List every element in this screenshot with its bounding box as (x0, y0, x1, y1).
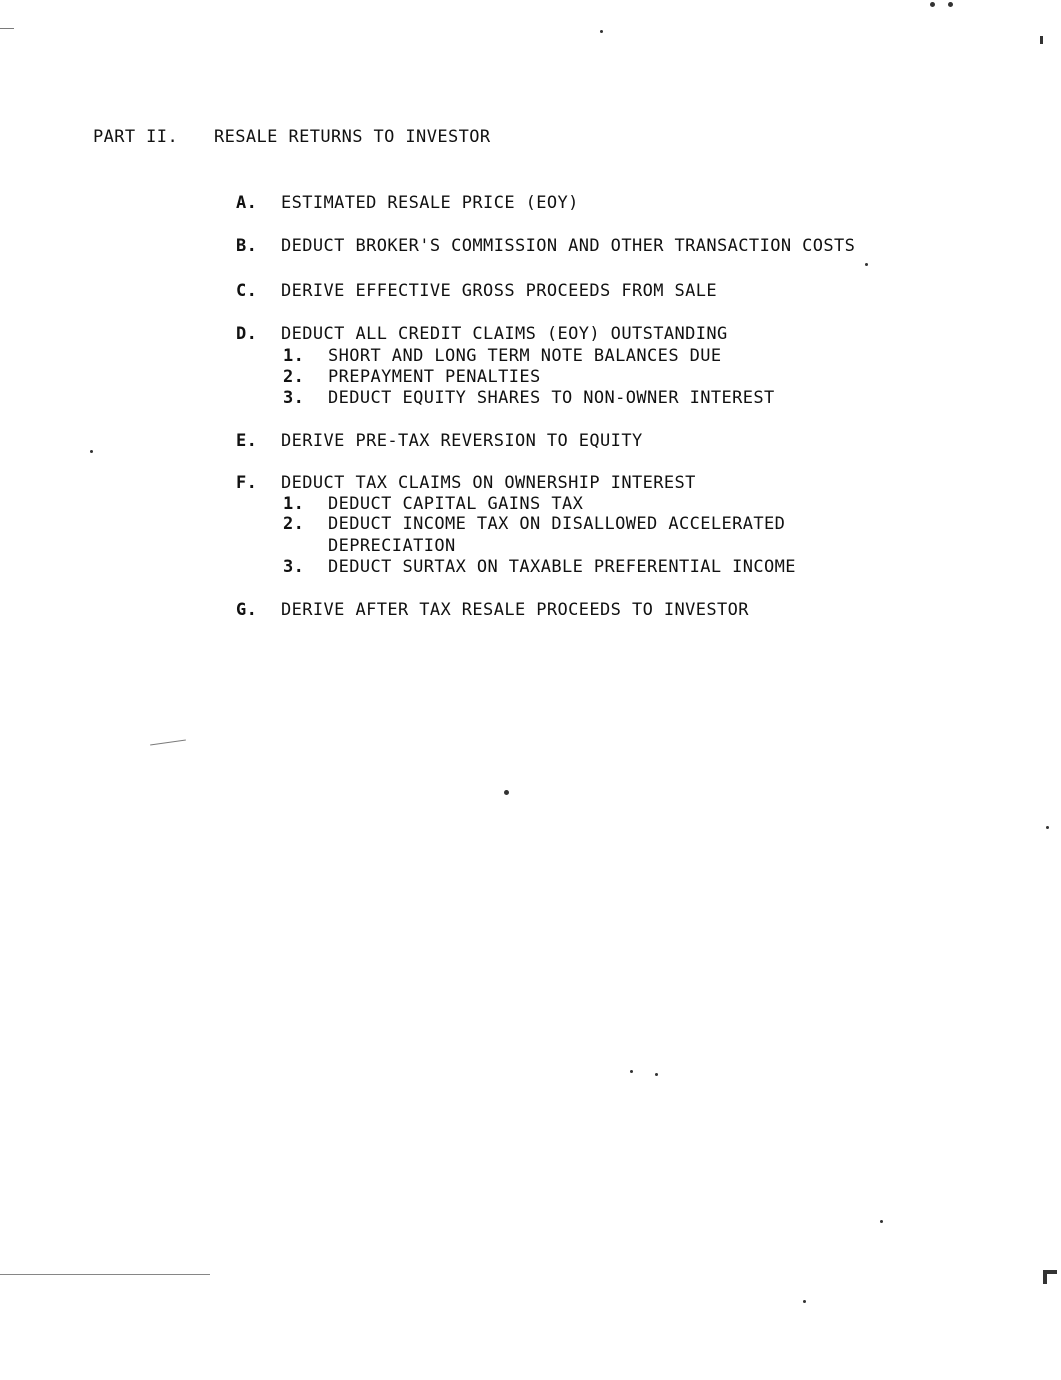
subitem-number: 1. (283, 494, 305, 514)
subitem-text: DEPRECIATION (328, 536, 456, 556)
subitem-number: 3. (283, 388, 305, 408)
item-text: DEDUCT TAX CLAIMS ON OWNERSHIP INTEREST (281, 473, 696, 493)
item-text: DEDUCT ALL CREDIT CLAIMS (EOY) OUTSTANDING (281, 324, 728, 344)
part-title: RESALE RETURNS TO INVESTOR (214, 127, 491, 147)
subitem-number: 1. (283, 346, 305, 366)
subitem-number: 3. (283, 557, 305, 577)
item-letter: D. (236, 324, 258, 344)
item-letter: G. (236, 600, 258, 620)
subitem-text: SHORT AND LONG TERM NOTE BALANCES DUE (328, 346, 722, 366)
item-text: ESTIMATED RESALE PRICE (EOY) (281, 193, 579, 213)
subitem-number: 2. (283, 367, 305, 387)
item-text: DERIVE AFTER TAX RESALE PROCEEDS TO INVESTOR (281, 600, 749, 620)
item-letter: F. (236, 473, 258, 493)
subitem-text: DEDUCT INCOME TAX ON DISALLOWED ACCELERATED (328, 514, 786, 534)
item-letter: E. (236, 431, 258, 451)
item-letter: C. (236, 281, 258, 301)
item-letter: A. (236, 193, 258, 213)
item-letter: B. (236, 236, 258, 256)
item-text: DEDUCT BROKER'S COMMISSION AND OTHER TRANSACTION COSTS (281, 236, 856, 256)
item-text: DERIVE PRE-TAX REVERSION TO EQUITY (281, 431, 643, 451)
subitem-text: DEDUCT EQUITY SHARES TO NON-OWNER INTEREST (328, 388, 775, 408)
part-number: PART II. (93, 127, 179, 147)
subitem-text: PREPAYMENT PENALTIES (328, 367, 541, 387)
item-text: DERIVE EFFECTIVE GROSS PROCEEDS FROM SALE (281, 281, 718, 301)
subitem-text: DEDUCT CAPITAL GAINS TAX (328, 494, 584, 514)
subitem-number: 2. (283, 514, 305, 534)
subitem-text: DEDUCT SURTAX ON TAXABLE PREFERENTIAL INCOME (328, 557, 796, 577)
